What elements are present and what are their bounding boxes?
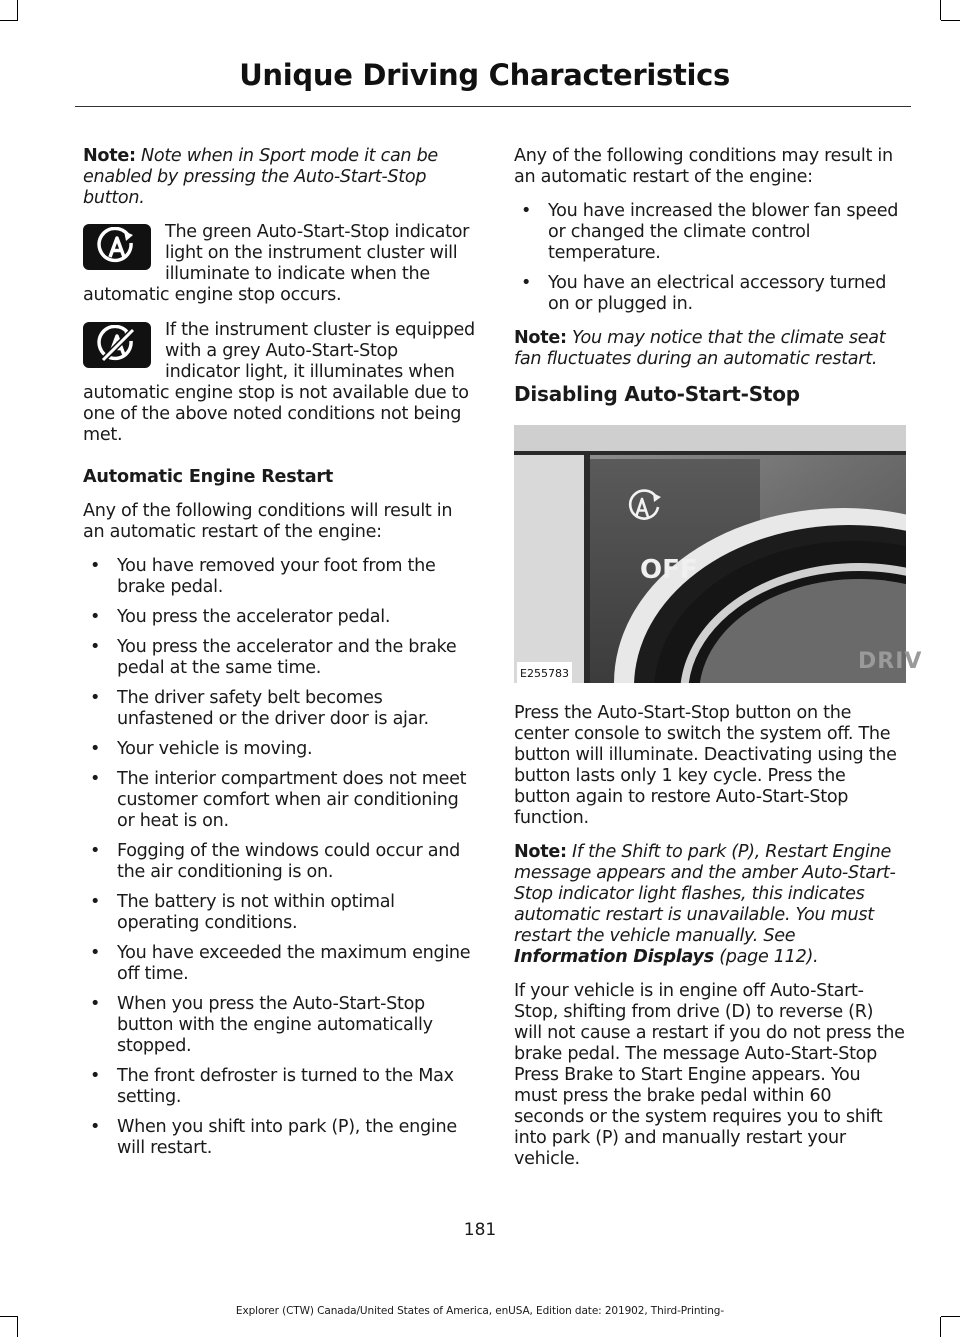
right-column xyxy=(514,146,923,1183)
crop-mark xyxy=(0,20,18,21)
list-item: • When you press the Auto-Start-Stop button with the engine automatically stopped. xyxy=(83,994,475,1057)
footer: Explorer (CTW) Canada/United States of America, enUSA, Edition date: 201902, Third-Printing- xyxy=(235,1305,725,1317)
may-restart-intro: Any of the following conditions may result in an automatic restart of the engine: xyxy=(514,146,893,187)
grey-indicator-text: If the instrument cluster is equipped with a grey Auto-Start-Stop indicator light, it illuminates when automatic engine stop is not available due to one of the above noted conditions not being met. xyxy=(83,320,475,445)
page-number: 181 xyxy=(463,1220,497,1240)
green-indicator-text: The green Auto-Start-Stop indicator light on the instrument cluster will illuminate to indicate when the automatic engine stop occurs. xyxy=(83,222,470,305)
note-text: If the Shift to park (P), Restart Engine message appears and the amber Auto-Start-Stop indicator light flashes, this indicates automatic restart is unavailable. You must restart the vehicle manually. See xyxy=(514,842,896,946)
list-item: • The front defroster is turned to the Max setting. xyxy=(83,1066,475,1108)
restart-conditions-list xyxy=(83,556,475,1159)
figure-background-text: DRIV xyxy=(858,649,923,674)
section-heading-disabling: Disabling Auto-Start-Stop xyxy=(514,382,800,406)
cross-reference-link[interactable]: Information Displays xyxy=(514,947,714,967)
list-item: • Fogging of the windows could occur and the air conditioning is on. xyxy=(83,841,475,883)
note-label: Note: xyxy=(514,842,567,862)
left-column xyxy=(83,146,475,1172)
grey-indicator-block xyxy=(83,320,475,446)
cross-reference-page: (page 112). xyxy=(719,947,819,967)
list-item: • You have an electrical accessory turned on or plugged in. xyxy=(514,273,906,315)
list-item: • The interior compartment does not meet customer comfort when air conditioning or heat is on. xyxy=(83,769,475,832)
auto-start-stop-unavailable-icon xyxy=(83,322,151,368)
list-item: • When you shift into park (P), the engine will restart. xyxy=(83,1117,475,1159)
note-label: Note: xyxy=(83,146,136,166)
crop-mark xyxy=(17,0,18,20)
figure-code: E255783 xyxy=(517,662,572,685)
note-text: You may notice that the climate seat fan fluctuates during an automatic restart. xyxy=(514,328,886,369)
page-title: Unique Driving Characteristics xyxy=(239,58,730,92)
crop-mark xyxy=(17,1317,18,1337)
list-item: • Your vehicle is moving. xyxy=(83,739,475,760)
crop-mark xyxy=(940,1317,941,1337)
list-item: • The driver safety belt becomes unfastened or the driver door is ajar. xyxy=(83,688,475,730)
restart-unavailable-note xyxy=(514,842,906,968)
auto-start-stop-button-photo xyxy=(514,425,923,683)
section-heading-restart: Automatic Engine Restart xyxy=(83,467,334,487)
engine-off-text: If your vehicle is in engine off Auto-Start-Stop, shifting from drive (D) to reverse (R) will not cause a restart if you do not press the brake pedal. The message Auto-Start-Stop Press Brake to Start Engine appears. You must press the brake pedal within 60 seconds or the system requires you to shift into park (P) and manually restart your vehicle. xyxy=(514,981,905,1169)
list-item: • You have removed your foot from the brake pedal. xyxy=(83,556,475,598)
press-button-text: Press the Auto-Start-Stop button on the center console to switch the system off. The button will illuminate. Deactivating using the button lasts only 1 key cycle. Press the button again to restore Auto-Start-Stop function. xyxy=(514,703,897,828)
crop-mark xyxy=(940,0,941,20)
green-indicator-block xyxy=(83,222,475,306)
crop-mark xyxy=(941,20,960,21)
sport-mode-note xyxy=(83,146,475,209)
header-divider xyxy=(75,106,911,107)
list-item: • You have exceeded the maximum engine off time. xyxy=(83,943,475,985)
list-item: • You press the accelerator pedal. xyxy=(83,607,475,628)
note-label: Note: xyxy=(514,328,567,348)
button-off-label: OFF xyxy=(640,555,698,585)
note-text: Note when in Sport mode it can be enabled by pressing the Auto-Start-Stop button. xyxy=(83,146,438,208)
may-restart-conditions-list xyxy=(514,201,906,315)
auto-start-stop-icon xyxy=(83,224,151,270)
list-item: • You press the accelerator and the brake pedal at the same time. xyxy=(83,637,475,679)
list-item: • You have increased the blower fan speed or changed the climate control temperature. xyxy=(514,201,906,264)
restart-intro: Any of the following conditions will result in an automatic restart of the engine: xyxy=(83,501,453,542)
climate-seat-note xyxy=(514,328,906,370)
list-item: • The battery is not within optimal operating conditions. xyxy=(83,892,475,934)
